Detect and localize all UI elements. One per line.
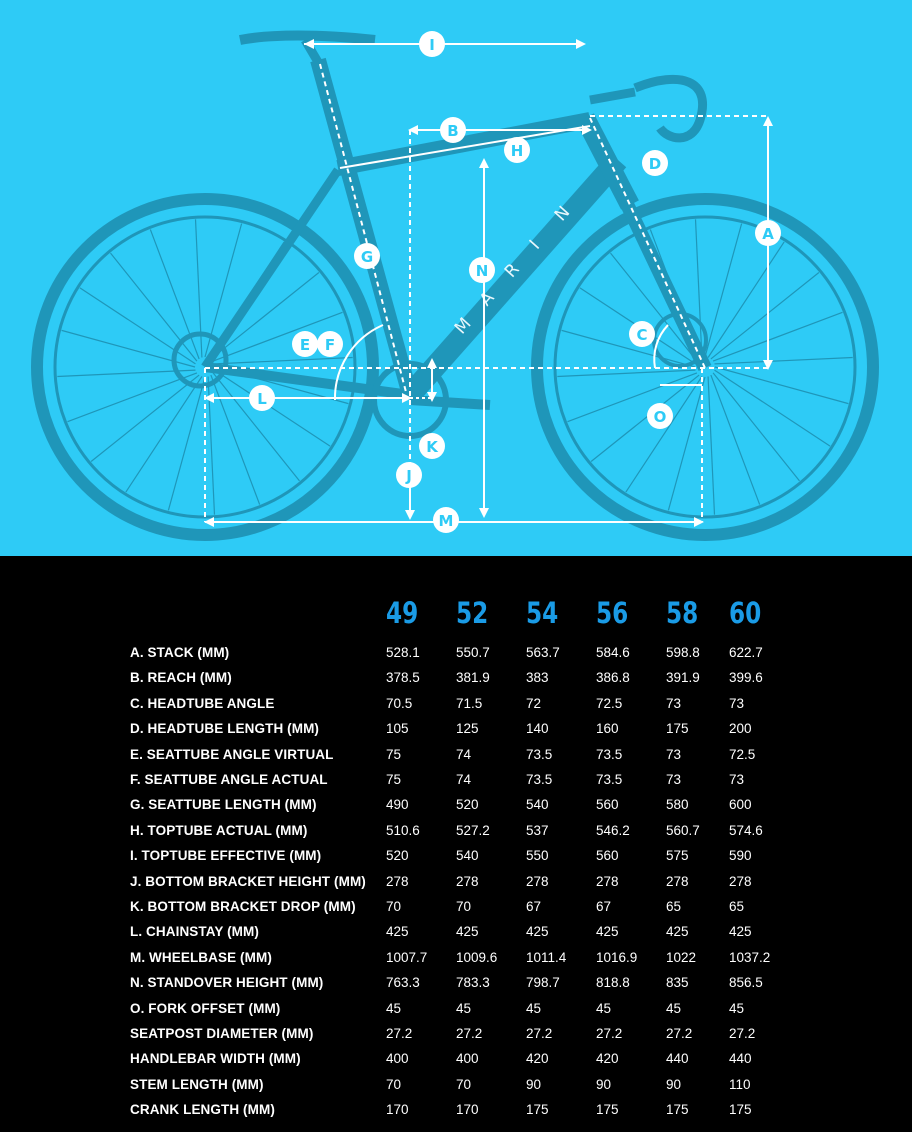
value-cell: 378.5 xyxy=(386,670,420,686)
row-label: D. HEADTUBE LENGTH (MM) xyxy=(130,721,320,737)
value-cell: 278 xyxy=(729,873,752,889)
value-cell: 170 xyxy=(386,1102,409,1118)
geometry-row xyxy=(0,1075,912,1095)
marker-letter: N xyxy=(475,262,489,280)
value-cell: 72.5 xyxy=(596,695,623,711)
geometry-row xyxy=(0,694,912,714)
row-label: K. BOTTOM BRACKET DROP (MM) xyxy=(130,899,356,914)
measurement-marker-g xyxy=(354,243,380,269)
value-cell: 27.2 xyxy=(596,1026,623,1041)
value-cell: 584.6 xyxy=(596,645,630,660)
value-cell: 381.9 xyxy=(456,670,490,686)
marker-letter: F xyxy=(324,336,336,354)
value-cell: 45 xyxy=(456,1000,472,1016)
cassette xyxy=(174,334,226,386)
measurement-marker-i xyxy=(419,31,445,57)
value-cell: 420 xyxy=(526,1051,549,1067)
value-cell: 70 xyxy=(386,1076,402,1092)
value-cell: 600 xyxy=(729,797,752,813)
marker-letter: I xyxy=(429,36,435,54)
marker-letter: J xyxy=(406,467,412,485)
value-cell: 90 xyxy=(666,1076,682,1092)
size-header-54: 54 xyxy=(526,596,559,630)
value-cell: 440 xyxy=(666,1051,689,1067)
value-cell: 798.7 xyxy=(526,975,560,991)
value-cell: 70.5 xyxy=(386,695,413,711)
value-cell: 27.2 xyxy=(526,1026,553,1041)
measurement-marker-n xyxy=(469,257,495,283)
marker-letter: E xyxy=(299,336,311,354)
geometry-row xyxy=(0,999,912,1019)
value-cell: 175 xyxy=(729,1102,752,1118)
value-cell: 72.5 xyxy=(729,746,756,762)
value-cell: 45 xyxy=(666,1000,682,1016)
geometry-row xyxy=(0,846,912,866)
value-cell: 278 xyxy=(386,873,409,889)
value-cell: 73.5 xyxy=(596,772,623,787)
value-cell: 73 xyxy=(729,772,745,787)
geometry-row xyxy=(0,1100,912,1120)
value-cell: 425 xyxy=(386,924,409,940)
bike-geometry-diagram xyxy=(0,0,912,556)
value-cell: 73.5 xyxy=(526,772,553,787)
value-cell: 560.7 xyxy=(666,822,700,838)
geometry-row xyxy=(0,795,912,815)
value-cell: 45 xyxy=(386,1000,402,1016)
row-label: CRANK LENGTH (MM) xyxy=(130,1102,275,1118)
row-label: N. STANDOVER HEIGHT (MM) xyxy=(130,975,324,991)
value-cell: 580 xyxy=(666,797,689,813)
row-label: B. REACH (MM) xyxy=(130,670,232,686)
value-cell: 575 xyxy=(666,848,689,864)
value-cell: 27.2 xyxy=(729,1026,756,1041)
value-cell: 856.5 xyxy=(729,975,763,991)
value-cell: 140 xyxy=(526,721,549,737)
value-cell: 125 xyxy=(456,721,479,737)
value-cell: 67 xyxy=(526,899,542,914)
value-cell: 75 xyxy=(386,746,402,762)
row-label: J. BOTTOM BRACKET HEIGHT (MM) xyxy=(130,873,366,889)
value-cell: 520 xyxy=(386,848,409,864)
brand-letter: M xyxy=(450,314,476,339)
value-cell: 73.5 xyxy=(526,746,553,762)
row-label: F. SEATTUBE ANGLE ACTUAL xyxy=(130,772,328,787)
handlebar xyxy=(635,79,703,138)
value-cell: 818.8 xyxy=(596,975,630,991)
row-label: E. SEATTUBE ANGLE VIRTUAL xyxy=(130,746,334,762)
measurement-marker-b xyxy=(440,117,466,143)
value-cell: 783.3 xyxy=(456,975,490,991)
value-cell: 399.6 xyxy=(729,670,763,686)
brand-letter: A xyxy=(475,288,499,311)
value-cell: 70 xyxy=(456,1076,472,1092)
value-cell: 72 xyxy=(526,695,542,711)
value-cell: 440 xyxy=(729,1051,752,1067)
value-cell: 105 xyxy=(386,721,409,737)
geometry-row xyxy=(0,922,912,942)
marker-letter: M xyxy=(438,512,454,530)
value-cell: 65 xyxy=(729,899,745,914)
value-cell: 420 xyxy=(596,1051,619,1067)
geometry-row xyxy=(0,668,912,688)
value-cell: 550 xyxy=(526,848,549,864)
row-label: G. SEATTUBE LENGTH (MM) xyxy=(130,797,317,813)
bike-illustration xyxy=(0,0,912,556)
measurement-marker-f xyxy=(317,331,343,357)
measurement-marker-o xyxy=(647,403,673,429)
measurement-marker-k xyxy=(419,433,445,459)
marker-letter: L xyxy=(257,390,267,408)
geometry-row xyxy=(0,745,912,765)
measurement-marker-c xyxy=(629,321,655,347)
row-label: L. CHAINSTAY (MM) xyxy=(130,924,259,940)
value-cell: 546.2 xyxy=(596,822,630,838)
value-cell: 560 xyxy=(596,797,619,813)
row-label: HANDLEBAR WIDTH (MM) xyxy=(130,1051,301,1067)
value-cell: 763.3 xyxy=(386,975,420,991)
value-cell: 278 xyxy=(526,873,549,889)
crank-arm xyxy=(410,400,490,405)
value-cell: 490 xyxy=(386,797,409,813)
value-cell: 510.6 xyxy=(386,822,420,838)
value-cell: 425 xyxy=(526,924,549,940)
geometry-row xyxy=(0,973,912,993)
value-cell: 425 xyxy=(729,924,752,940)
marker-letter: K xyxy=(426,438,438,456)
measurement-marker-m xyxy=(433,507,459,533)
geometry-row xyxy=(0,643,912,663)
value-cell: 528.1 xyxy=(386,645,420,660)
value-cell: 73 xyxy=(666,695,682,711)
brand-letter: N xyxy=(550,202,575,226)
value-cell: 540 xyxy=(456,848,479,864)
brand-letter: I xyxy=(525,236,545,254)
value-cell: 560 xyxy=(596,848,619,864)
value-cell: 527.2 xyxy=(456,822,490,838)
value-cell: 70 xyxy=(456,899,472,914)
value-cell: 73 xyxy=(666,772,682,787)
value-cell: 835 xyxy=(666,975,689,991)
value-cell: 540 xyxy=(526,797,549,813)
value-cell: 71.5 xyxy=(456,695,483,711)
measurement-marker-j xyxy=(396,462,422,488)
value-cell: 278 xyxy=(666,873,689,889)
value-cell: 400 xyxy=(386,1051,409,1067)
value-cell: 1016.9 xyxy=(596,949,638,965)
value-cell: 73.5 xyxy=(596,746,623,762)
value-cell: 170 xyxy=(456,1102,479,1118)
marker-letter: C xyxy=(636,326,648,344)
value-cell: 278 xyxy=(456,873,479,889)
value-cell: 425 xyxy=(596,924,619,940)
measurement-marker-a xyxy=(755,220,781,246)
value-cell: 200 xyxy=(729,721,752,737)
saddle xyxy=(240,36,375,41)
row-label: SEATPOST DIAMETER (MM) xyxy=(130,1026,314,1041)
value-cell: 175 xyxy=(526,1102,549,1118)
value-cell: 386.8 xyxy=(596,670,630,686)
value-cell: 74 xyxy=(456,746,472,762)
value-cell: 1007.7 xyxy=(386,949,428,965)
value-cell: 65 xyxy=(666,899,682,914)
marker-letter: D xyxy=(648,155,662,173)
value-cell: 383 xyxy=(526,670,549,686)
value-cell: 73 xyxy=(666,746,682,762)
row-label: M. WHEELBASE (MM) xyxy=(130,949,272,965)
value-cell: 67 xyxy=(596,899,612,914)
measurement-marker-d xyxy=(642,150,668,176)
value-cell: 520 xyxy=(456,797,479,813)
geometry-row xyxy=(0,948,912,968)
stem xyxy=(590,92,635,100)
value-cell: 1037.2 xyxy=(729,949,771,965)
value-cell: 175 xyxy=(666,1102,689,1118)
value-cell: 45 xyxy=(526,1000,542,1016)
geometry-row xyxy=(0,872,912,892)
value-cell: 425 xyxy=(666,924,689,940)
value-cell: 175 xyxy=(666,721,689,737)
geometry-row xyxy=(0,770,912,790)
value-cell: 574.6 xyxy=(729,822,763,838)
value-cell: 1011.4 xyxy=(526,949,567,965)
size-header-56: 56 xyxy=(596,596,629,630)
marker-letter: O xyxy=(653,408,667,426)
size-header-49: 49 xyxy=(386,596,419,630)
value-cell: 73 xyxy=(729,695,745,711)
geometry-row xyxy=(0,821,912,841)
row-label: I. TOPTUBE EFFECTIVE (MM) xyxy=(130,848,322,864)
size-header-58: 58 xyxy=(666,596,699,630)
value-cell: 74 xyxy=(456,772,472,787)
row-label: C. HEADTUBE ANGLE xyxy=(130,695,275,711)
value-cell: 391.9 xyxy=(666,670,700,686)
value-cell: 110 xyxy=(729,1076,751,1092)
value-cell: 75 xyxy=(386,772,402,787)
value-cell: 27.2 xyxy=(456,1026,483,1041)
marker-letter: G xyxy=(360,248,374,266)
value-cell: 160 xyxy=(596,721,619,737)
size-header-52: 52 xyxy=(456,596,489,630)
measurement-marker-e xyxy=(292,331,318,357)
geometry-row xyxy=(0,897,912,917)
value-cell: 90 xyxy=(596,1076,612,1092)
row-label: O. FORK OFFSET (MM) xyxy=(130,1000,281,1016)
marker-letter: B xyxy=(447,122,459,140)
value-cell: 590 xyxy=(729,848,752,864)
arrowheads xyxy=(204,39,773,527)
row-label: H. TOPTUBE ACTUAL (MM) xyxy=(130,822,308,838)
measurement-lines xyxy=(205,44,768,522)
marker-letter: A xyxy=(762,225,774,243)
size-header-60: 60 xyxy=(729,596,762,630)
value-cell: 27.2 xyxy=(386,1026,413,1041)
marker-letter: H xyxy=(510,142,524,160)
measurement-marker-l xyxy=(249,385,275,411)
brand-letter: R xyxy=(500,259,524,282)
value-cell: 425 xyxy=(456,924,479,940)
value-cell: 90 xyxy=(526,1076,542,1092)
geometry-row xyxy=(0,719,912,739)
value-cell: 70 xyxy=(386,899,402,914)
value-cell: 27.2 xyxy=(666,1026,693,1041)
row-label: STEM LENGTH (MM) xyxy=(130,1076,264,1092)
value-cell: 550.7 xyxy=(456,645,490,660)
value-cell: 1009.6 xyxy=(456,949,498,965)
value-cell: 622.7 xyxy=(729,645,763,660)
value-cell: 45 xyxy=(596,1000,612,1016)
value-cell: 400 xyxy=(456,1051,479,1067)
value-cell: 563.7 xyxy=(526,645,560,660)
value-cell: 1022 xyxy=(666,949,697,965)
value-cell: 598.8 xyxy=(666,645,700,660)
value-cell: 175 xyxy=(596,1102,619,1118)
row-label: A. STACK (MM) xyxy=(130,645,230,660)
measurement-marker-h xyxy=(504,137,530,163)
geometry-row xyxy=(0,1024,912,1044)
value-cell: 278 xyxy=(596,873,619,889)
value-cell: 537 xyxy=(526,822,549,838)
geometry-row xyxy=(0,1049,912,1069)
value-cell: 45 xyxy=(729,1000,745,1016)
